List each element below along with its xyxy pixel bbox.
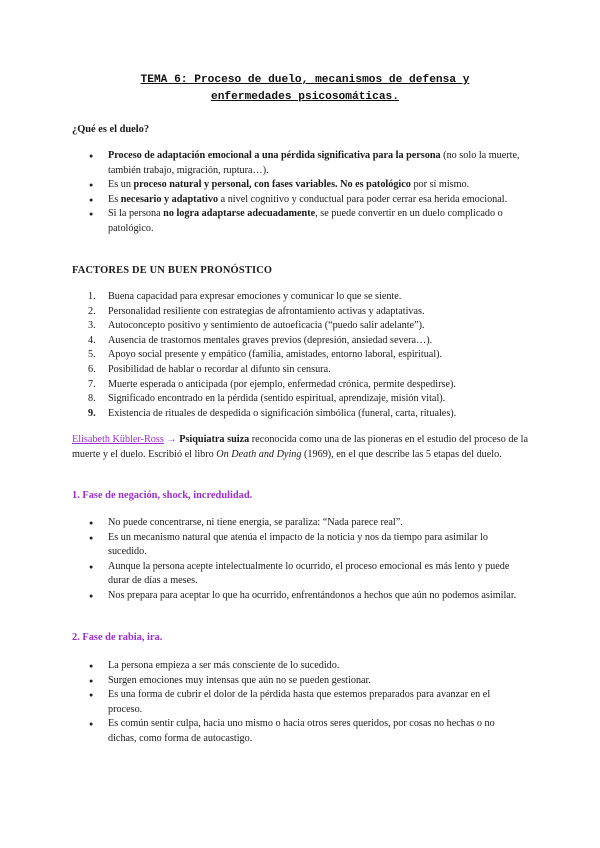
text: Es un: [108, 179, 134, 191]
bold-text: necesario y adaptativo: [120, 193, 219, 205]
list-text: Ausencia de trastornos mentales graves previos (depresión, ansiedad severa…).: [108, 334, 433, 346]
list-item: [72, 319, 522, 334]
list-item: [72, 305, 522, 320]
bold-text: proceso natural y personal, con fases variables. No es patológico: [133, 179, 411, 191]
list-text: Muerte esperada o anticipada (por ejemplo, enfermedad crónica, permite despedirse).: [108, 378, 456, 390]
list-item: ● Nos prepara para aceptar lo que ha ocurrido, enfrentándonos a hechos que aún no podemos asimilar.: [72, 589, 522, 604]
list-item: ● Es un mecanismo natural que atenúa el impacto de la noticia y nos da tiempo para asimilar lo sucedido.: [72, 531, 522, 560]
title-line-1: TEMA 6: Proceso de duelo, mecanismos de defensa y: [140, 74, 470, 86]
list-item: ● Es una forma de cubrir el dolor de la pérdida hasta que estemos preparados para avanzar en el proceso.: [72, 688, 522, 717]
list-text: Significado encontrado en la pérdida (sentido espiritual, aprendizaje, misión vital).: [108, 393, 446, 405]
list-text: Existencia de rituales de despedida o significación simbólica (funeral, carta, rituales).: [108, 407, 457, 419]
bold-text: Psiquiatra suiza: [179, 434, 250, 445]
text: Si la persona: [108, 208, 164, 220]
list-number: 2.: [88, 305, 96, 317]
text: a nivel cognitivo y conductual para poder cerrar esa herida emocional.: [218, 193, 508, 205]
title-line-2: enfermedades psicosomáticas.: [211, 91, 399, 103]
phase-1-bullet-list: [72, 516, 522, 604]
arrow: →: [163, 434, 180, 445]
list-number: 4.: [88, 334, 96, 346]
text: reconocida como una de las pioneras en el estudio del proceso de la muerte y el duelo. Escribió el libro: [72, 434, 529, 460]
author-name-link[interactable]: Elisabeth Kübler-Ross: [72, 434, 164, 445]
list-text: Personalidad resiliente con estrategias de afrontamiento activas y adaptativas.: [108, 305, 425, 317]
text: , se puede convertir en un duelo complicado o patológico.: [108, 208, 503, 234]
list-number: 1.: [88, 291, 96, 302]
bold-text: no logra adaptarse adecuadamente: [163, 208, 316, 220]
list-text: Posibilidad de hablar o recordar al difunto sin censura.: [108, 363, 331, 375]
phase-1-heading: 1. Fase de negación, shock, incredulidad.: [72, 490, 253, 501]
list-item: ● No puede concentrarse, ni tiene energía, se paraliza: “Nada parece real”.: [72, 516, 522, 531]
list-item: ● La persona empieza a ser más consciente de lo sucedido.: [72, 659, 522, 674]
list-item: [72, 378, 522, 393]
list-item: [72, 334, 522, 349]
list-item: [72, 193, 522, 208]
section-heading-factores: FACTORES DE UN BUEN PRONÓSTICO: [72, 265, 273, 276]
list-text: Buena capacidad para expresar emociones y comunicar lo que se siente.: [108, 291, 402, 302]
text: Es: [108, 193, 121, 205]
list-item: [72, 290, 522, 305]
text: por sí mismo.: [410, 179, 470, 191]
list-item: ● Aunque la persona acepte intelectualmente lo ocurrido, el proceso emocional es más lento y puede durar de días a meses.: [72, 560, 522, 589]
list-item: [72, 149, 522, 178]
list-number: 9.: [88, 407, 96, 419]
list-number: 3.: [88, 320, 96, 332]
list-number: 7.: [88, 378, 96, 390]
list-item: ● Es común sentir culpa, hacia uno mismo o hacia otros seres queridos, por cosas no hechas o no dichas, como forma de autocastigo.: [72, 717, 522, 746]
list-number: 8.: [88, 393, 96, 405]
duelo-bullet-list: [72, 149, 522, 237]
text: (1969), en el que describe las 5 etapas del duelo.: [301, 448, 502, 460]
phase-2-bullet-list: [72, 659, 522, 747]
list-text: Apoyo social presente y empático (familia, amistades, entorno laboral, espiritual).: [108, 349, 443, 361]
section-heading-que-es-duelo: ¿Qué es el duelo?: [72, 124, 150, 135]
list-number: 5.: [88, 349, 96, 361]
list-item: [72, 207, 522, 236]
book-title: On Death and Dying: [216, 448, 302, 460]
phase-2-heading: 2. Fase de rabia, ira.: [72, 632, 163, 643]
kubler-ross-paragraph: [72, 433, 528, 462]
bold-text: Proceso de adaptación emocional a una pérdida significativa para la persona: [108, 150, 441, 161]
page-title: [70, 72, 540, 106]
list-text: Autoconcepto positivo y sentimiento de autoeficacia (“puedo salir adelante”).: [108, 320, 425, 332]
list-item: [72, 363, 522, 378]
list-item: [72, 407, 522, 422]
list-item: [72, 178, 522, 193]
list-number: 6.: [88, 363, 96, 375]
list-item: [72, 348, 522, 363]
list-item: ● Surgen emociones muy intensas que aún no se pueden gestionar.: [72, 674, 522, 689]
list-item: [72, 392, 522, 407]
text: (no solo la muerte, también trabajo, migración, ruptura…).: [108, 150, 520, 176]
factores-numbered-list: [72, 290, 522, 421]
